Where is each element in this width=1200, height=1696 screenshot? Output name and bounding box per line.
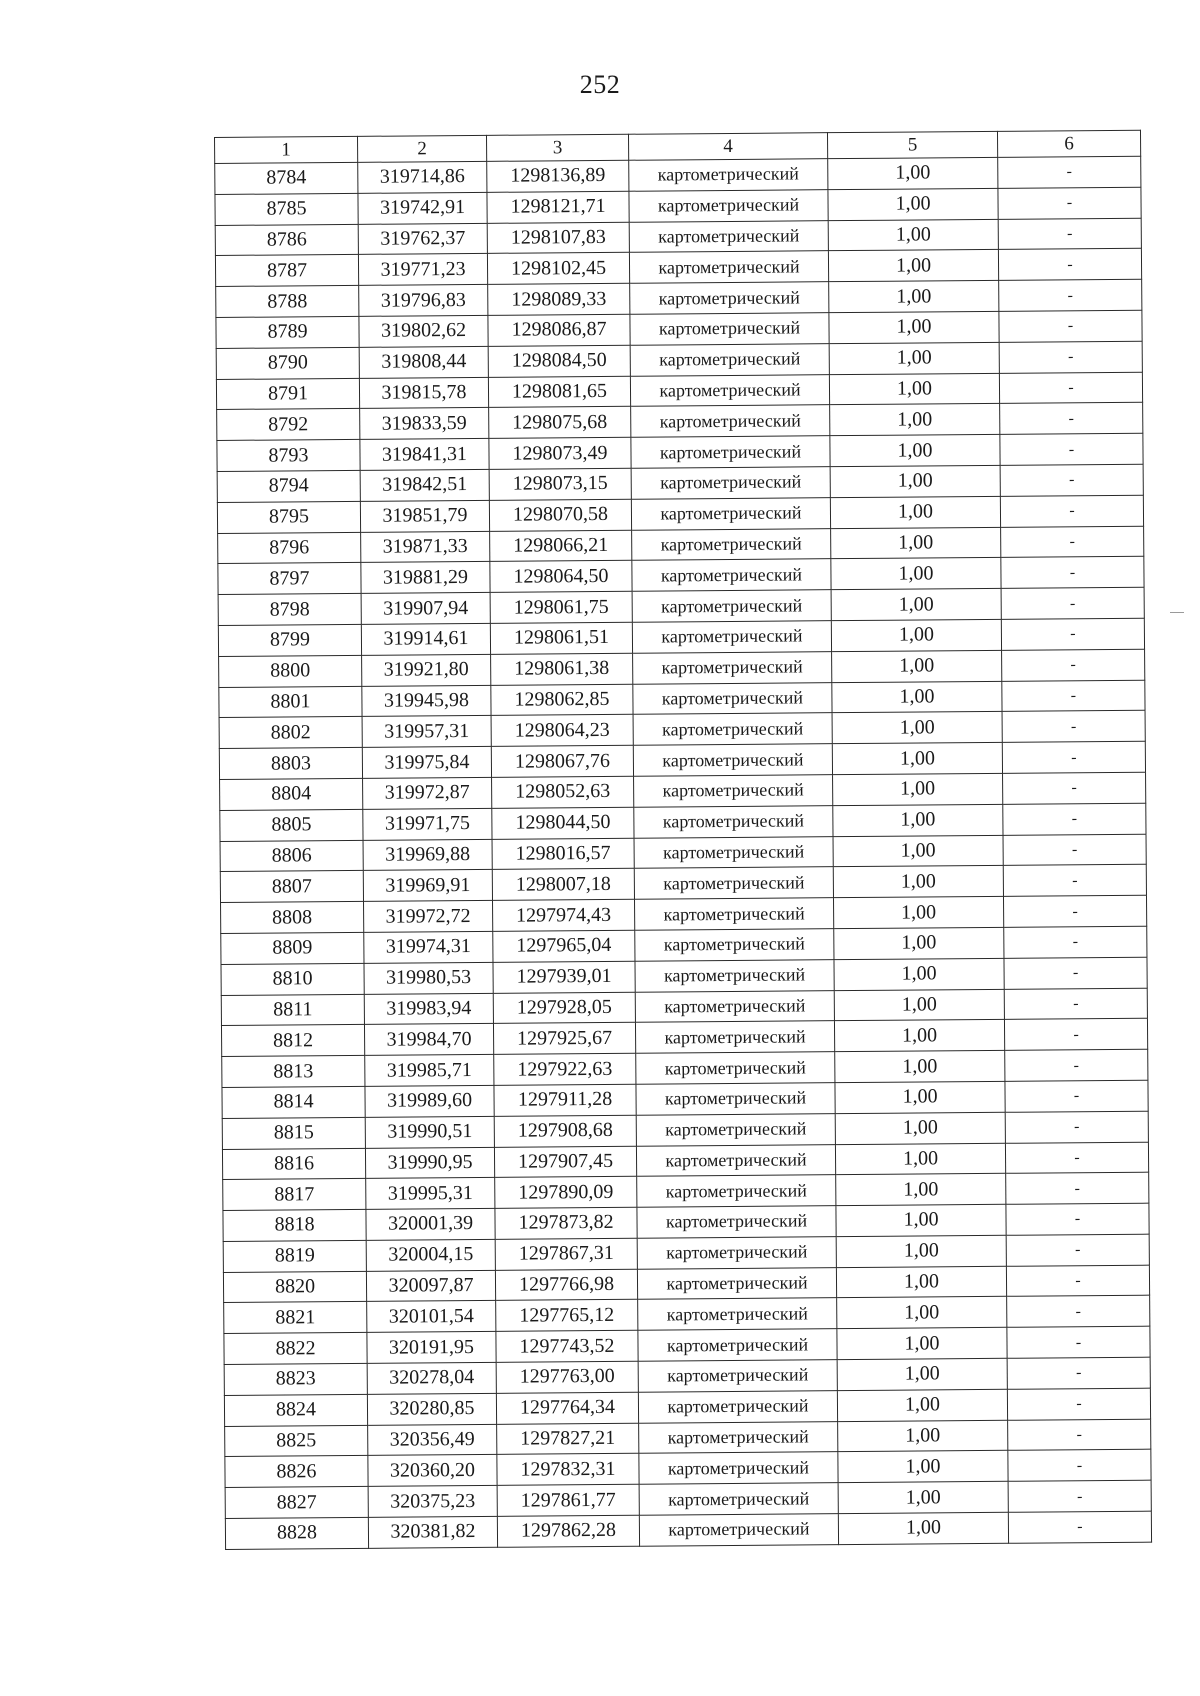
method-cell: картометрический [630,343,829,375]
note-cell: - [1004,1019,1147,1051]
method-cell: картометрический [638,1298,837,1330]
y-coordinate-cell: 1298121,71 [487,191,629,223]
accuracy-cell: 1,00 [831,588,1001,620]
y-coordinate-cell: 1298044,50 [492,807,634,839]
y-coordinate-cell: 1298086,87 [488,314,630,346]
y-coordinate-cell: 1298136,89 [487,160,629,192]
method-cell: картометрический [635,959,834,991]
note-cell: - [998,187,1141,219]
x-coordinate-cell: 319771,23 [358,254,487,286]
accuracy-cell: 1,00 [832,650,1002,682]
point-number-cell: 8825 [225,1425,368,1457]
accuracy-cell: 1,00 [837,1297,1007,1329]
point-number-cell: 8817 [223,1179,366,1211]
note-cell: - [1000,495,1143,527]
accuracy-cell: 1,00 [835,1050,1005,1082]
accuracy-cell: 1,00 [829,311,999,343]
x-coordinate-cell: 320278,04 [367,1362,496,1394]
x-coordinate-cell: 320360,20 [368,1455,497,1487]
x-coordinate-cell: 319990,51 [365,1116,494,1148]
point-number-cell: 8823 [224,1363,367,1395]
point-number-cell: 8824 [224,1394,367,1426]
y-coordinate-cell: 1298064,50 [490,561,632,593]
note-cell: - [1003,895,1146,927]
method-cell: картометрический [635,898,834,930]
note-cell: - [1001,587,1144,619]
x-coordinate-cell: 320381,82 [368,1516,497,1548]
x-coordinate-cell: 319957,31 [362,716,491,748]
y-coordinate-cell: 1298073,15 [489,468,631,500]
y-coordinate-cell: 1298062,85 [491,684,633,716]
x-coordinate-cell: 320356,49 [368,1424,497,1456]
point-number-cell: 8804 [220,778,363,810]
column-header-4: 4 [628,133,827,161]
point-number-cell: 8788 [216,286,359,318]
x-coordinate-cell: 319984,70 [364,1024,493,1056]
accuracy-cell: 1,00 [835,1081,1005,1113]
point-number-cell: 8814 [222,1086,365,1118]
point-number-cell: 8786 [215,224,358,256]
column-header-2: 2 [357,135,486,162]
note-cell: - [1000,403,1143,435]
note-cell: - [1001,557,1144,589]
y-coordinate-cell: 1297890,09 [495,1177,637,1209]
y-coordinate-cell: 1298070,58 [489,499,631,531]
y-coordinate-cell: 1297867,31 [495,1238,637,1270]
method-cell: картометрический [639,1483,838,1515]
point-number-cell: 8822 [224,1333,367,1365]
note-cell: - [1005,1049,1148,1081]
accuracy-cell: 1,00 [835,1112,1005,1144]
accuracy-cell: 1,00 [831,527,1001,559]
note-cell: - [1004,926,1147,958]
column-header-6: 6 [997,130,1140,157]
method-cell: картометрический [637,1206,836,1238]
y-coordinate-cell: 1297925,67 [493,1023,635,1055]
y-coordinate-cell: 1298081,65 [488,376,630,408]
point-number-cell: 8826 [225,1456,368,1488]
y-coordinate-cell: 1297922,63 [494,1053,636,1085]
method-cell: картометрический [639,1452,838,1484]
coordinates-table [214,130,1152,1550]
point-number-cell: 8820 [223,1271,366,1303]
note-cell: - [1003,865,1146,897]
accuracy-cell: 1,00 [833,804,1003,836]
accuracy-cell: 1,00 [836,1174,1006,1206]
point-number-cell: 8785 [215,193,358,225]
method-cell: картометрический [632,528,831,560]
note-cell: - [998,249,1141,281]
x-coordinate-cell: 320101,54 [367,1301,496,1333]
accuracy-cell: 1,00 [832,742,1002,774]
y-coordinate-cell: 1298007,18 [492,869,634,901]
accuracy-cell: 1,00 [828,219,998,251]
note-cell: - [999,310,1142,342]
method-cell: картометрический [634,775,833,807]
method-cell: картометрический [636,1052,835,1084]
method-cell: картометрический [636,1113,835,1145]
x-coordinate-cell: 319808,44 [359,346,488,378]
x-coordinate-cell: 319742,91 [358,192,487,224]
point-number-cell: 8813 [222,1055,365,1087]
point-number-cell: 8808 [221,901,364,933]
point-number-cell: 8807 [220,871,363,903]
point-number-cell: 8799 [218,624,361,656]
accuracy-cell: 1,00 [836,1235,1006,1267]
y-coordinate-cell: 1297965,04 [493,930,635,962]
x-coordinate-cell: 320097,87 [366,1270,495,1302]
x-coordinate-cell: 319972,87 [363,777,492,809]
note-cell: - [1008,1419,1151,1451]
note-cell: - [1007,1326,1150,1358]
point-number-cell: 8791 [216,378,359,410]
method-cell: картометрический [638,1360,837,1392]
note-cell: - [998,218,1141,250]
y-coordinate-cell: 1297743,52 [496,1330,638,1362]
accuracy-cell: 1,00 [829,342,999,374]
accuracy-cell: 1,00 [834,927,1004,959]
method-cell: картометрический [633,744,832,776]
note-cell: - [999,279,1142,311]
note-cell: - [1002,680,1145,712]
point-number-cell: 8794 [217,470,360,502]
accuracy-cell: 1,00 [838,1420,1008,1452]
note-cell: - [1002,741,1145,773]
x-coordinate-cell: 319983,94 [364,993,493,1025]
method-cell: картометрический [631,436,830,468]
x-coordinate-cell: 319921,80 [362,654,491,686]
note-cell: - [1006,1234,1149,1266]
x-coordinate-cell: 319985,71 [365,1054,494,1086]
note-cell: - [1004,988,1147,1020]
method-cell: картометрический [631,405,830,437]
point-number-cell: 8784 [215,162,358,194]
point-number-cell: 8793 [217,440,360,472]
point-number-cell: 8821 [224,1302,367,1334]
x-coordinate-cell: 319907,94 [361,593,490,625]
table-row [225,1511,1151,1549]
table-body [215,156,1152,1549]
point-number-cell: 8803 [219,747,362,779]
method-cell: картометрический [630,313,829,345]
accuracy-cell: 1,00 [830,435,1000,467]
scan-mark [1170,612,1184,613]
note-cell: - [1001,526,1144,558]
y-coordinate-cell: 1297908,68 [494,1115,636,1147]
accuracy-cell: 1,00 [830,404,1000,436]
y-coordinate-cell: 1297765,12 [496,1300,638,1332]
method-cell: картометрический [630,374,829,406]
y-coordinate-cell: 1298075,68 [489,407,631,439]
x-coordinate-cell: 319990,95 [365,1147,494,1179]
accuracy-cell: 1,00 [832,712,1002,744]
x-coordinate-cell: 319796,83 [359,285,488,317]
point-number-cell: 8811 [221,994,364,1026]
accuracy-cell: 1,00 [836,1204,1006,1236]
x-coordinate-cell: 319714,86 [358,161,487,193]
note-cell: - [1008,1511,1151,1543]
note-cell: - [1001,618,1144,650]
x-coordinate-cell: 319945,98 [362,685,491,717]
y-coordinate-cell: 1297832,31 [497,1454,639,1486]
point-number-cell: 8792 [217,409,360,441]
method-cell: картометрический [631,467,830,499]
x-coordinate-cell: 319975,84 [362,746,491,778]
x-coordinate-cell: 320191,95 [367,1332,496,1364]
y-coordinate-cell: 1298061,75 [490,591,632,623]
method-cell: картометрический [632,590,831,622]
accuracy-cell: 1,00 [836,1266,1006,1298]
point-number-cell: 8816 [222,1148,365,1180]
point-number-cell: 8809 [221,932,364,964]
y-coordinate-cell: 1297928,05 [493,992,635,1024]
y-coordinate-cell: 1298016,57 [492,838,634,870]
x-coordinate-cell: 319974,31 [364,931,493,963]
x-coordinate-cell: 319871,33 [361,531,490,563]
point-number-cell: 8795 [217,501,360,533]
point-number-cell: 8801 [219,686,362,718]
point-number-cell: 8800 [219,655,362,687]
point-number-cell: 8810 [221,963,364,995]
accuracy-cell: 1,00 [838,1512,1008,1544]
y-coordinate-cell: 1297766,98 [495,1269,637,1301]
accuracy-cell: 1,00 [835,1143,1005,1175]
method-cell: картометрический [634,805,833,837]
method-cell: картометрический [637,1175,836,1207]
accuracy-cell: 1,00 [830,465,1000,497]
x-coordinate-cell: 319989,60 [365,1085,494,1117]
accuracy-cell: 1,00 [834,958,1004,990]
note-cell: - [1005,1111,1148,1143]
method-cell: картометрический [633,651,832,683]
point-number-cell: 8805 [220,809,363,841]
method-cell: картометрический [638,1329,837,1361]
y-coordinate-cell: 1297764,34 [496,1392,638,1424]
column-header-1: 1 [215,136,358,163]
note-cell: - [1005,1080,1148,1112]
x-coordinate-cell: 319971,75 [363,808,492,840]
point-number-cell: 8828 [225,1517,368,1549]
accuracy-cell: 1,00 [833,896,1003,928]
note-cell: - [1002,711,1145,743]
method-cell: картометрический [631,497,830,529]
y-coordinate-cell: 1297873,82 [495,1207,637,1239]
point-number-cell: 8802 [219,717,362,749]
accuracy-cell: 1,00 [828,250,998,282]
method-cell: картометрический [629,220,828,252]
accuracy-cell: 1,00 [837,1358,1007,1390]
method-cell: картометрический [629,189,828,221]
y-coordinate-cell: 1297907,45 [494,1146,636,1178]
x-coordinate-cell: 319914,61 [361,623,490,655]
point-number-cell: 8815 [222,1117,365,1149]
note-cell: - [1007,1388,1150,1420]
point-number-cell: 8790 [216,347,359,379]
note-cell: - [1003,772,1146,804]
accuracy-cell: 1,00 [834,1020,1004,1052]
y-coordinate-cell: 1298102,45 [487,253,629,285]
y-coordinate-cell: 1297763,00 [496,1361,638,1393]
note-cell: - [1002,649,1145,681]
accuracy-cell: 1,00 [831,558,1001,590]
y-coordinate-cell: 1298064,23 [491,715,633,747]
y-coordinate-cell: 1298067,76 [491,745,633,777]
y-coordinate-cell: 1298061,38 [491,653,633,685]
x-coordinate-cell: 320375,23 [368,1486,497,1518]
point-number-cell: 8827 [225,1487,368,1519]
y-coordinate-cell: 1297974,43 [493,899,635,931]
method-cell: картометрический [633,713,832,745]
method-cell: картометрический [637,1237,836,1269]
accuracy-cell: 1,00 [833,835,1003,867]
note-cell: - [1006,1172,1149,1204]
y-coordinate-cell: 1298061,51 [490,622,632,654]
y-coordinate-cell: 1298107,83 [487,222,629,254]
accuracy-cell: 1,00 [828,157,998,189]
accuracy-cell: 1,00 [837,1389,1007,1421]
method-cell: картометрический [634,836,833,868]
page-number: 252 [579,70,621,99]
method-cell: картометрический [635,1021,834,1053]
method-cell: картометрический [639,1421,838,1453]
y-coordinate-cell: 1298084,50 [488,345,630,377]
note-cell: - [1003,803,1146,835]
note-cell: - [1008,1480,1151,1512]
x-coordinate-cell: 319995,31 [366,1178,495,1210]
note-cell: - [1006,1203,1149,1235]
column-header-5: 5 [827,131,997,158]
y-coordinate-cell: 1297827,21 [497,1423,639,1455]
method-cell: картометрический [632,559,831,591]
note-cell: - [1008,1450,1151,1482]
accuracy-cell: 1,00 [833,866,1003,898]
column-header-3: 3 [486,134,628,161]
note-cell: - [999,341,1142,373]
point-number-cell: 8787 [215,255,358,287]
accuracy-cell: 1,00 [838,1451,1008,1483]
x-coordinate-cell: 319841,31 [360,439,489,471]
x-coordinate-cell: 319969,88 [363,839,492,871]
note-cell: - [1004,957,1147,989]
y-coordinate-cell: 1297911,28 [494,1084,636,1116]
note-cell: - [1005,1142,1148,1174]
note-cell: - [1000,464,1143,496]
y-coordinate-cell: 1297862,28 [497,1515,639,1547]
accuracy-cell: 1,00 [829,281,999,313]
note-cell: - [1007,1296,1150,1328]
y-coordinate-cell: 1298052,63 [492,776,634,808]
x-coordinate-cell: 320280,85 [367,1393,496,1425]
x-coordinate-cell: 320001,39 [366,1208,495,1240]
note-cell: - [998,156,1141,188]
note-cell: - [1006,1265,1149,1297]
y-coordinate-cell: 1298073,49 [489,437,631,469]
x-coordinate-cell: 319802,62 [359,315,488,347]
method-cell: картометрический [632,621,831,653]
x-coordinate-cell: 319815,78 [359,377,488,409]
method-cell: картометрический [635,929,834,961]
method-cell: картометрический [639,1514,838,1546]
accuracy-cell: 1,00 [833,773,1003,805]
accuracy-cell: 1,00 [838,1482,1008,1514]
accuracy-cell: 1,00 [830,496,1000,528]
x-coordinate-cell: 319980,53 [364,962,493,994]
accuracy-cell: 1,00 [831,619,1001,651]
method-cell: картометрический [633,682,832,714]
point-number-cell: 8818 [223,1209,366,1241]
point-number-cell: 8797 [218,563,361,595]
x-coordinate-cell: 319833,59 [360,408,489,440]
method-cell: картометрический [636,1083,835,1115]
x-coordinate-cell: 319881,29 [361,562,490,594]
y-coordinate-cell: 1298089,33 [488,283,630,315]
accuracy-cell: 1,00 [832,681,1002,713]
accuracy-cell: 1,00 [834,989,1004,1021]
accuracy-cell: 1,00 [829,373,999,405]
x-coordinate-cell: 319969,91 [363,870,492,902]
point-number-cell: 8806 [220,840,363,872]
point-number-cell: 8796 [218,532,361,564]
method-cell: картометрический [634,867,833,899]
method-cell: картометрический [638,1391,837,1423]
y-coordinate-cell: 1298066,21 [490,530,632,562]
method-cell: картометрический [629,159,828,191]
accuracy-cell: 1,00 [837,1328,1007,1360]
note-cell: - [1003,834,1146,866]
note-cell: - [1000,433,1143,465]
x-coordinate-cell: 319851,79 [360,500,489,532]
point-number-cell: 8819 [223,1240,366,1272]
x-coordinate-cell: 319972,72 [364,900,493,932]
x-coordinate-cell: 319762,37 [358,223,487,255]
x-coordinate-cell: 319842,51 [360,469,489,501]
accuracy-cell: 1,00 [828,188,998,220]
method-cell: картометрический [630,282,829,314]
point-number-cell: 8789 [216,316,359,348]
method-cell: картометрический [635,990,834,1022]
y-coordinate-cell: 1297861,77 [497,1484,639,1516]
point-number-cell: 8812 [221,1025,364,1057]
y-coordinate-cell: 1297939,01 [493,961,635,993]
note-cell: - [1007,1357,1150,1389]
method-cell: картометрический [629,251,828,283]
method-cell: картометрический [637,1267,836,1299]
method-cell: картометрический [636,1144,835,1176]
note-cell: - [999,372,1142,404]
x-coordinate-cell: 320004,15 [366,1239,495,1271]
point-number-cell: 8798 [218,594,361,626]
